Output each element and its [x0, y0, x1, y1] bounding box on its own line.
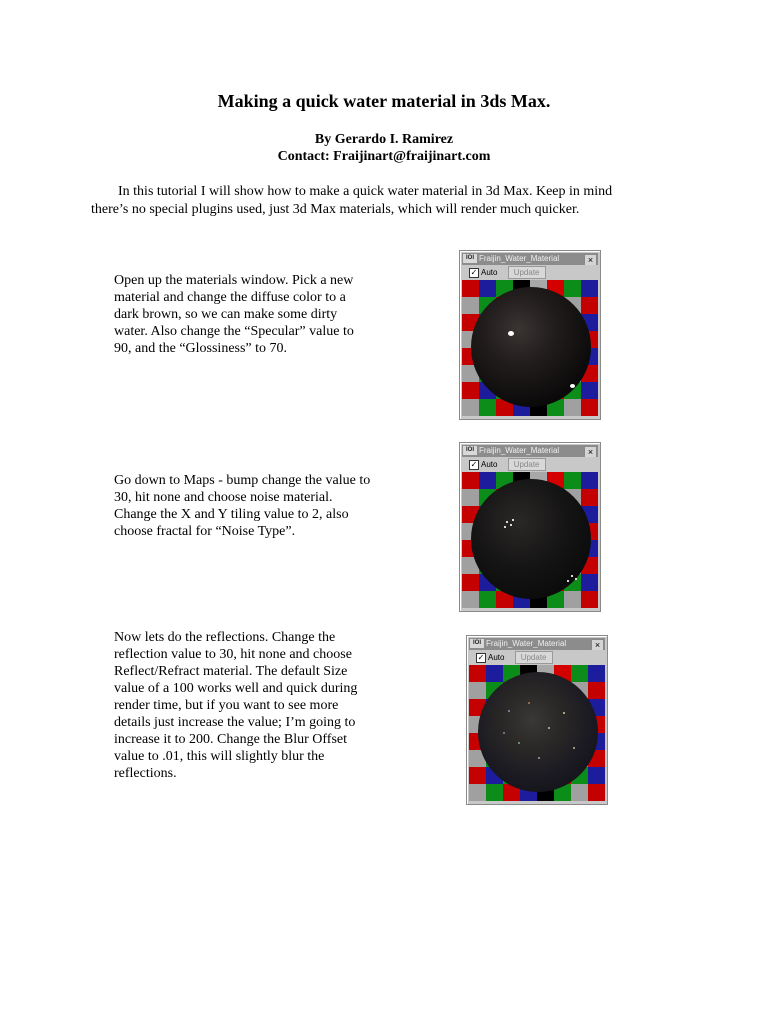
auto-label: Auto: [481, 268, 498, 277]
reflection-speck: [518, 742, 520, 744]
contact-line: Contact: Fraijinart@fraijinart.com: [277, 149, 491, 164]
window-toolbar: [462, 458, 598, 471]
material-preview: [469, 665, 605, 801]
reflection-speck: [538, 757, 540, 759]
max-logo-icon: IOI: [463, 446, 477, 455]
bump-speck: [506, 521, 508, 523]
bump-speck: [512, 519, 514, 521]
material-window-2: [459, 442, 601, 612]
bump-speck: [575, 578, 577, 580]
auto-label: Auto: [481, 460, 498, 469]
auto-label: Auto: [488, 653, 505, 662]
auto-checkbox[interactable]: ✓: [477, 653, 485, 662]
material-sphere: [471, 479, 591, 599]
update-button[interactable]: Update: [508, 266, 546, 279]
material-window-1: [459, 250, 601, 420]
window-title: Fraijin_Water_Material: [479, 254, 560, 263]
window-toolbar: [469, 651, 605, 664]
reflection-speck: [548, 727, 550, 729]
update-button[interactable]: Update: [508, 458, 546, 471]
close-icon[interactable]: ×: [591, 639, 604, 650]
window-title: Fraijin_Water_Material: [486, 639, 567, 648]
auto-checkbox[interactable]: ✓: [470, 268, 478, 277]
step-3-text: Now lets do the reflections. Change the reflection value to 30, hit none and choose Reflect/Refract material. The default Size value of a 100 works well and quick during render time, but if you want to see more details just increase the value; I’m going to increase it to 200. Change the Blur Offset value to .01, this will slightly blur the reflections.: [114, 630, 358, 781]
max-logo-icon: IOI: [470, 639, 484, 648]
document-title: Making a quick water material in 3ds Max.: [217, 91, 551, 111]
step-2-text: Go down to Maps - bump change the value to 30, hit none and choose noise material. Change the X and Y tiling value to 2, also choose fractal for “Noise Type”.: [114, 473, 371, 539]
window-toolbar: [462, 266, 598, 279]
close-icon[interactable]: ×: [584, 254, 597, 265]
window-title-bar[interactable]: [462, 253, 598, 265]
material-preview: [462, 472, 598, 608]
material-sphere: [471, 287, 591, 407]
reflection-speck: [573, 747, 575, 749]
specular-highlight: [508, 331, 514, 336]
material-window-3: [466, 635, 608, 805]
bump-speck: [571, 575, 573, 577]
max-logo-icon: IOI: [463, 254, 477, 263]
reflection-speck: [508, 710, 510, 712]
close-icon[interactable]: ×: [584, 446, 597, 457]
specular-highlight: [570, 384, 575, 388]
update-button[interactable]: Update: [515, 651, 553, 664]
author-line: By Gerardo I. Ramirez: [314, 132, 454, 147]
window-title-bar[interactable]: [469, 638, 605, 650]
step-1-text: Open up the materials window. Pick a new material and change the diffuse color to a dark brown, so we can make some dirty water. Also change the “Specular” value to 90, and the “Glossiness” to 70.: [114, 273, 354, 356]
material-sphere: [478, 672, 598, 792]
material-preview: [462, 280, 598, 416]
bump-speck: [567, 580, 569, 582]
window-title-bar[interactable]: [462, 445, 598, 457]
reflection-speck: [503, 732, 505, 734]
auto-checkbox[interactable]: ✓: [470, 460, 478, 469]
bump-speck: [504, 526, 506, 528]
intro-paragraph: In this tutorial I will show how to make a quick water material in 3d Max. Keep in mind there’s no special plugins used, just 3d Max materials, which will render much quicker.: [91, 184, 613, 217]
reflection-speck: [563, 712, 565, 714]
reflection-speck: [528, 702, 530, 704]
window-title: Fraijin_Water_Material: [479, 446, 560, 455]
bump-speck: [510, 524, 512, 526]
